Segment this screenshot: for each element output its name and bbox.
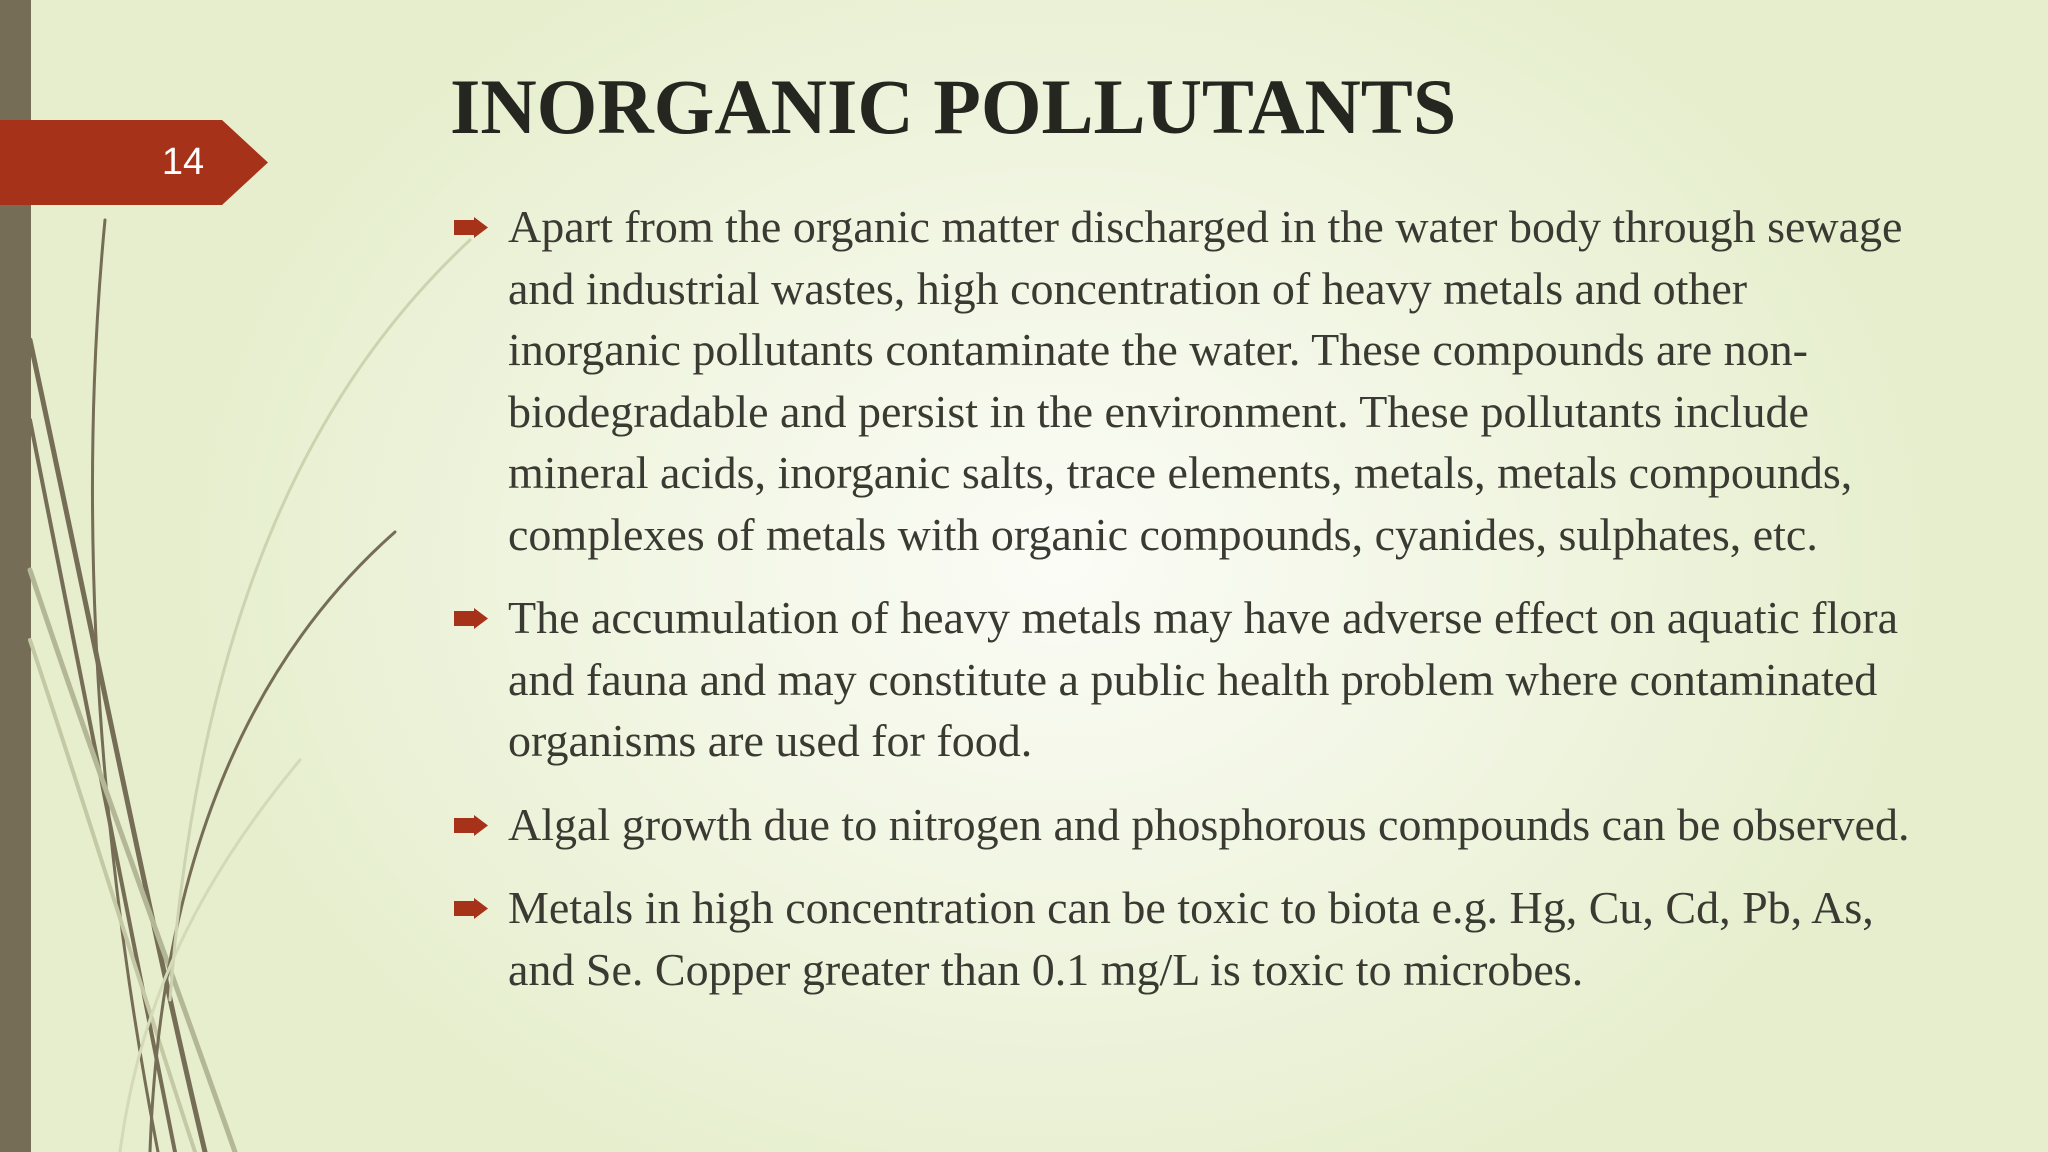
bullet-list xyxy=(450,196,1910,1022)
bullet-item xyxy=(450,196,1910,565)
bullet-item xyxy=(450,794,1910,856)
bullet-text: The accumulation of heavy metals may have adverse effect on aquatic flora and fauna and may constitute a public health problem where contaminated organisms are used for food. xyxy=(508,592,1899,766)
bullet-item xyxy=(450,877,1910,1000)
arrow-right-bullet-icon xyxy=(454,898,488,919)
page-number: 14 xyxy=(161,141,205,183)
arrow-right-bullet-icon xyxy=(454,217,488,238)
arrow-right-bullet-icon xyxy=(454,608,488,629)
bullet-item xyxy=(450,587,1910,772)
bullet-text: Metals in high concentration can be toxic to biota e.g. Hg, Cu, Cd, Pb, As, and Se. Copper greater than 0.1 mg/L is toxic to microbes. xyxy=(508,882,1874,995)
page-number-tab xyxy=(0,120,268,205)
slide-title: INORGANIC POLLUTANTS xyxy=(450,63,1457,150)
bullet-text: Apart from the organic matter discharged in the water body through sewage and industrial wastes, high concentration of heavy metals and other inorganic pollutants contaminate the water. These compounds are non-biodegradable and persist in the environment. These pollutants include mineral acids, inorganic salts, trace elements, metals, metals compounds, complexes of metals with organic compounds, cyanides, sulphates, etc. xyxy=(508,201,1903,560)
arrow-right-bullet-icon xyxy=(454,815,488,836)
bullet-text: Algal growth due to nitrogen and phosphorous compounds can be observed. xyxy=(508,798,1910,850)
